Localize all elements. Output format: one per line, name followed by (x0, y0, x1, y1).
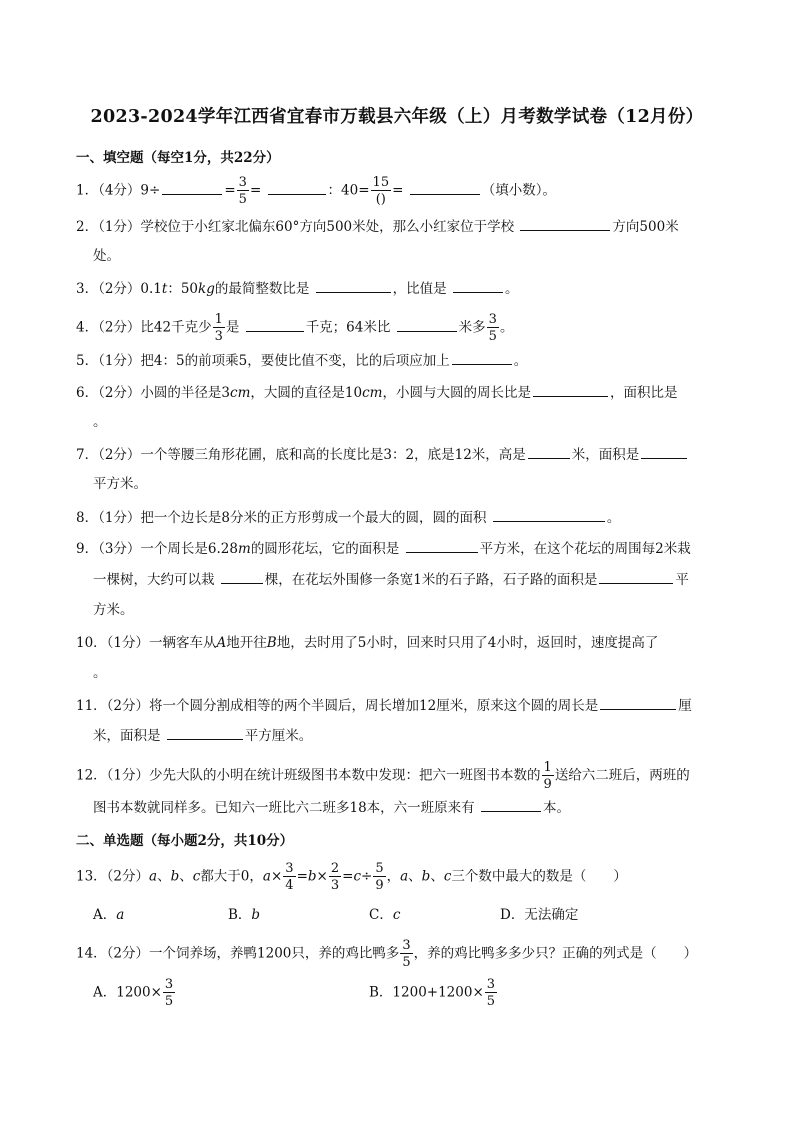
q13-text-b: 都大于0， (200, 868, 263, 885)
q4-text-c: 千克；64米比 (305, 319, 391, 336)
q4-fraction-1-3: $\frac{1}{3}$ (214, 312, 223, 344)
q13-text-a: 13．（2分） (76, 868, 150, 885)
q6-text-a: 6．（2分）小圆的半径是3 (76, 385, 231, 401)
q1-blank-1[interactable] (162, 180, 222, 195)
q8-blank[interactable] (493, 507, 605, 522)
q3-blank-1[interactable] (316, 278, 391, 293)
q5-text-b: 。 (513, 353, 528, 369)
q9-blank-1[interactable] (406, 538, 478, 553)
q10-text-b: 地开往 (226, 635, 267, 651)
q14-option-a-fraction: $\frac{3}{5}$ (164, 977, 174, 1009)
q8-text-a: 8．（1分）把一个边长是8分米的正方形剪成一个最大的圆，圆的面积 (76, 510, 487, 526)
q4-blank-2[interactable] (397, 317, 457, 332)
q7-text-a: 7．（2分）一个等腰三角形花圃，底和高的长度比是3：2，底是12米，高是 (76, 447, 526, 463)
q1-equals-3: = (392, 182, 404, 199)
question-11-line-2 (93, 725, 735, 746)
q6-text-b: ，大圆的直径是10 (250, 385, 363, 401)
q14-option-b[interactable] (369, 978, 498, 1008)
q13-fraction-3-4: $\frac{3}{4}$ (285, 861, 294, 893)
q5-blank[interactable] (452, 350, 512, 365)
question-1 (76, 176, 718, 206)
q4-fraction-3-5: $\frac{3}{5}$ (488, 312, 497, 344)
q4-text-a: 4．（2分）比42千克少 (76, 319, 212, 336)
q13-var-c: c (192, 868, 201, 885)
q1-blank-3[interactable] (410, 180, 480, 195)
question-6 (76, 382, 718, 403)
q6-unit-cm-1: cm (230, 385, 251, 401)
question-2 (76, 216, 718, 237)
q13-var-a-2: a (262, 868, 271, 885)
q13-option-a-value: a (116, 907, 125, 923)
q13-var-c-2: c (353, 868, 361, 885)
q3-text-a: 3．（2分）0.1 (76, 281, 162, 297)
q12-text-c: 图书本数就同样多。已知六一班比六二班多18本，六一班原来有 (93, 800, 475, 816)
q11-blank-1[interactable] (600, 695, 676, 710)
question-8 (76, 507, 718, 528)
q2-text-1: 2．（1分）学校位于小红家北偏东60°方向500米处，那么小红家位于学校 (76, 219, 515, 235)
question-10-continued: 。 (93, 665, 107, 681)
q4-text-e: 。 (499, 319, 514, 336)
q12-fraction-1-9: $\frac{1}{9}$ (543, 760, 552, 792)
q10-point-a: A (216, 635, 227, 651)
q9-blank-2[interactable] (221, 569, 263, 584)
q1-equals-1: = (224, 182, 236, 199)
question-9 (76, 538, 718, 559)
question-12-line-2 (93, 797, 735, 818)
q13-var-b-3: b (421, 868, 431, 885)
q13-var-a: a (149, 868, 158, 885)
question-4 (76, 313, 718, 343)
question-14 (76, 939, 718, 969)
section-fill-in-title: 一、填空题（每空1分，共22分） (76, 150, 280, 166)
q13-var-b-2: b (307, 868, 317, 885)
q7-blank-2[interactable] (641, 444, 687, 459)
q9-text-d: 一棵树，大约可以栽 (93, 572, 215, 588)
question-5 (76, 350, 718, 371)
q11-text-a: 11．（2分）将一个圆分割成相等的两个半圆后，周长增加12厘米，原来这个圆的周长是 (76, 698, 599, 714)
q9-unit-m: m (238, 541, 251, 557)
q11-blank-2[interactable] (167, 725, 243, 740)
q14-text-b: ，养的鸡比鸭多多少只？正确的列式是（ ） (413, 945, 698, 962)
question-3 (76, 278, 718, 299)
q13-times-2: × (316, 868, 328, 885)
q3-text-c: 的最简整数比是 (214, 281, 310, 297)
q13-text-d: 三个数中最大的数是（ ） (451, 868, 627, 885)
q4-text-d: 米多 (458, 319, 486, 336)
question-7-continued: 平方米。 (93, 476, 147, 492)
question-13 (76, 862, 718, 892)
q2-text-2: 方向500米 (612, 219, 679, 235)
q13-option-b-value: b (251, 907, 261, 923)
q1-blank-2[interactable] (268, 180, 326, 195)
q14-option-a[interactable] (93, 978, 176, 1008)
q14-option-a-label: A．1200× (93, 984, 162, 1001)
q13-option-b[interactable] (228, 903, 260, 923)
question-2-continued: 处。 (93, 248, 120, 264)
q13-var-b: b (170, 868, 180, 885)
exam-title: 2023-2024学年江西省宜春市万载县六年级（上）月考数学试卷（12月份） (90, 107, 704, 127)
q10-text-c: 地，去时用了5小时，回来时只用了4小时，返回时，速度提高了 (276, 635, 659, 651)
q7-text-b: 米，面积是 (571, 447, 640, 463)
q1-prefix: 1．（4分）9÷ (76, 182, 161, 199)
question-9-line-2 (93, 569, 735, 590)
q11-text-b: 厘 (678, 698, 692, 714)
q14-fraction-3-5: $\frac{3}{5}$ (402, 938, 411, 970)
q3-unit-t: t (161, 281, 168, 297)
q14-text-a: 14．（2分）一个饲养场，养鸭1200只，养的鸡比鸭多 (76, 945, 400, 962)
q9-text-e: 棵，在花坛外围修一条宽1米的石子路，石子路的面积是 (264, 572, 598, 588)
q13-option-c-label: C． (369, 907, 393, 923)
q13-sep-2: 、 (179, 868, 193, 885)
q1-colon-40: ：40= (327, 182, 370, 199)
q6-text-c: ，小圆与大圆的周长比是 (382, 385, 531, 401)
q4-blank-1[interactable] (246, 317, 304, 332)
q12-blank[interactable] (481, 797, 541, 812)
q12-text-d: 本。 (542, 800, 570, 816)
q13-var-a-3: a (400, 868, 409, 885)
q5-text-a: 5．（1分）把4：5的前项乘5，要使比值不变，比的后项应加上 (76, 353, 450, 369)
q1-fraction-3-5: $\frac{3}{5}$ (238, 175, 247, 207)
q13-divide: ÷ (361, 868, 373, 885)
q13-sep-3: 、 (408, 868, 422, 885)
q13-option-b-label: B． (228, 907, 252, 923)
q4-text-b: 是 (225, 319, 240, 336)
q13-fraction-5-9: $\frac{5}{9}$ (375, 861, 384, 893)
q7-blank-1[interactable] (528, 444, 570, 459)
q9-text-a: 9．（3分）一个周长是6.28 (76, 541, 238, 557)
q13-text-c: ， (386, 868, 401, 885)
q11-text-d: 平方厘米。 (244, 728, 313, 744)
q9-text-c: 平方米，在这个花坛的周围每2米栽 (479, 541, 691, 557)
q13-sep-1: 、 (157, 868, 171, 885)
q2-blank[interactable] (520, 216, 610, 231)
q3-text-b: ：50 (167, 281, 199, 297)
question-10 (76, 633, 718, 653)
q8-text-b: 。 (606, 510, 621, 526)
q9-text-b: 的圆形花坛，它的面积是 (250, 541, 400, 557)
q1-fraction-15-blank: $\frac{15}{()}$ (372, 175, 390, 207)
q13-fraction-2-3: $\frac{2}{3}$ (330, 861, 340, 893)
q13-option-c-value: c (392, 907, 401, 923)
q10-point-b: B (266, 635, 277, 651)
q9-blank-3[interactable] (599, 569, 673, 584)
q13-equals-2: = (342, 868, 354, 885)
question-6-continued: 。 (93, 414, 107, 430)
q6-text-d: ，面积比是 (609, 385, 678, 401)
q3-blank-2[interactable] (453, 278, 503, 293)
q14-option-b-label: B．1200+1200× (369, 984, 484, 1001)
q11-text-c: 米，面积是 (93, 728, 161, 744)
q13-option-d[interactable]: D．无法确定 (500, 907, 579, 923)
q6-unit-cm-2: cm (362, 385, 383, 401)
q14-option-b-fraction: $\frac{3}{5}$ (486, 977, 496, 1009)
question-7 (76, 444, 718, 465)
q3-text-d: ，比值是 (392, 281, 447, 297)
q13-option-c[interactable] (369, 903, 400, 923)
q9-text-f: 平 (675, 572, 689, 588)
q13-var-c-3: c (443, 868, 452, 885)
q3-text-e: 。 (504, 281, 519, 297)
q13-option-a-label: A． (93, 907, 117, 923)
q12-text-a: 12．（1分）少先大队的小明在统计班级图书本数中发现：把六一班图书本数的 (76, 767, 541, 784)
q3-unit-kg: kg (198, 281, 215, 297)
q13-option-a[interactable] (93, 903, 124, 923)
q13-sep-4: 、 (430, 868, 444, 885)
question-11 (76, 695, 718, 716)
question-9-line-3: 方米。 (93, 602, 134, 618)
q6-blank[interactable] (533, 382, 608, 397)
section-single-choice-title: 二、单选题（每小题2分，共10分） (76, 833, 294, 849)
q10-text-a: 10．（1分）一辆客车从 (76, 635, 217, 651)
q12-text-b: 送给六二班后，两班的 (554, 767, 690, 784)
q13-times-1: × (270, 868, 283, 885)
q1-equals-2: = (249, 182, 262, 199)
q13-equals-1: = (296, 868, 308, 885)
question-12 (76, 761, 718, 791)
q1-suffix: （填小数）。 (481, 182, 556, 199)
